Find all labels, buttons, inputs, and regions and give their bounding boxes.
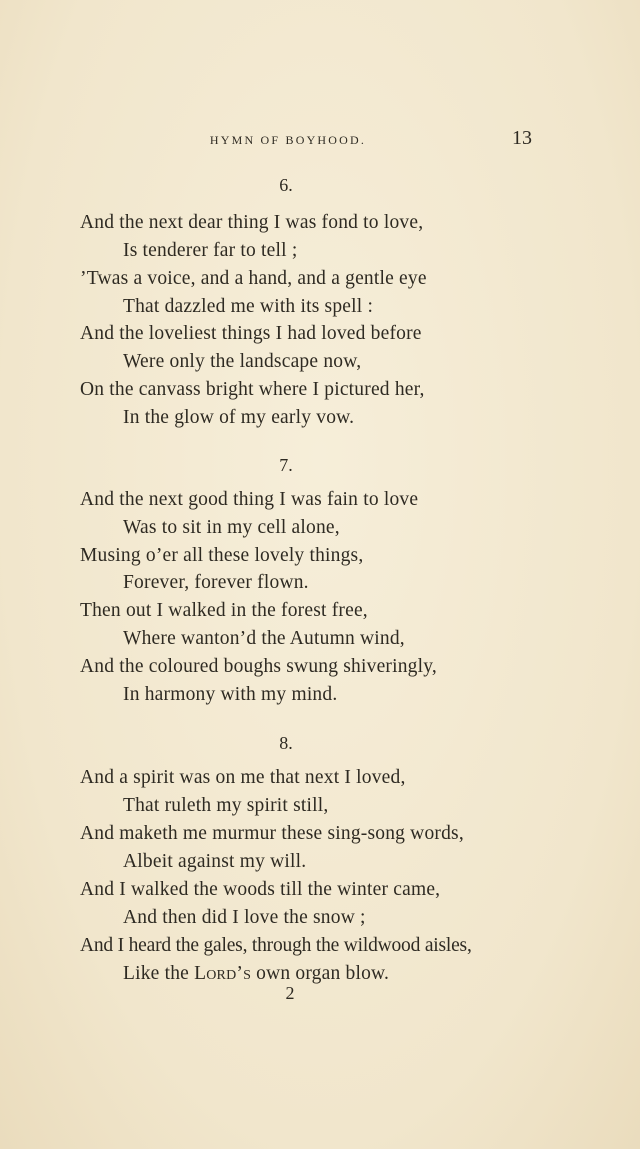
- poem-line: And then did I love the snow ;: [123, 907, 366, 928]
- poem-line: And I heard the gales, through the wildwood aisles,: [80, 935, 472, 956]
- poem-line: Is tenderer far to tell ;: [123, 240, 298, 261]
- poem-line: That dazzled me with its spell :: [123, 296, 374, 317]
- stanza-number: 6.: [279, 175, 293, 195]
- poem-line: Where wanton’d the Autumn wind,: [123, 628, 405, 649]
- poem-line: Then out I walked in the forest free,: [80, 600, 368, 621]
- poem-line: Forever, forever flown.: [123, 572, 309, 593]
- poem-line: Albeit against my will.: [123, 851, 307, 872]
- poem-line: And maketh me murmur these sing-song words,: [80, 823, 464, 844]
- small-caps-word: Lord’s: [194, 963, 252, 984]
- poem-line: Were only the landscape now,: [123, 351, 362, 372]
- poem-line: And a spirit was on me that next I loved,: [80, 767, 406, 788]
- signature-mark: 2: [285, 983, 295, 1003]
- running-header-title: HYMN OF BOYHOOD.: [209, 133, 367, 147]
- stanza-number: 8.: [279, 733, 293, 753]
- poem-line: And the loveliest things I had loved before: [80, 323, 422, 344]
- poem-line: And the next good thing I was fain to love: [80, 489, 419, 510]
- poem-line: In the glow of my early vow.: [123, 407, 355, 428]
- poem-line: Was to sit in my cell alone,: [123, 517, 340, 538]
- poem-line: In harmony with my mind.: [123, 684, 338, 705]
- poem-line: [123, 963, 389, 985]
- stanza-number: 7.: [279, 455, 293, 475]
- poem-line: On the canvass bright where I pictured her,: [80, 379, 425, 400]
- page-number: 13: [512, 127, 532, 149]
- poem-line: Musing o’er all these lovely things,: [80, 545, 364, 566]
- poem-line-part: own organ blow.: [251, 963, 390, 984]
- poem-line-part: Like the: [123, 963, 195, 984]
- poem-line: And I walked the woods till the winter came,: [80, 879, 441, 900]
- poem-line: And the next dear thing I was fond to love,: [80, 212, 424, 233]
- poem-line: ’Twas a voice, and a hand, and a gentle eye: [80, 268, 427, 289]
- poem-line: And the coloured boughs swung shiveringly,: [80, 656, 438, 677]
- poem-line: That ruleth my spirit still,: [123, 795, 329, 816]
